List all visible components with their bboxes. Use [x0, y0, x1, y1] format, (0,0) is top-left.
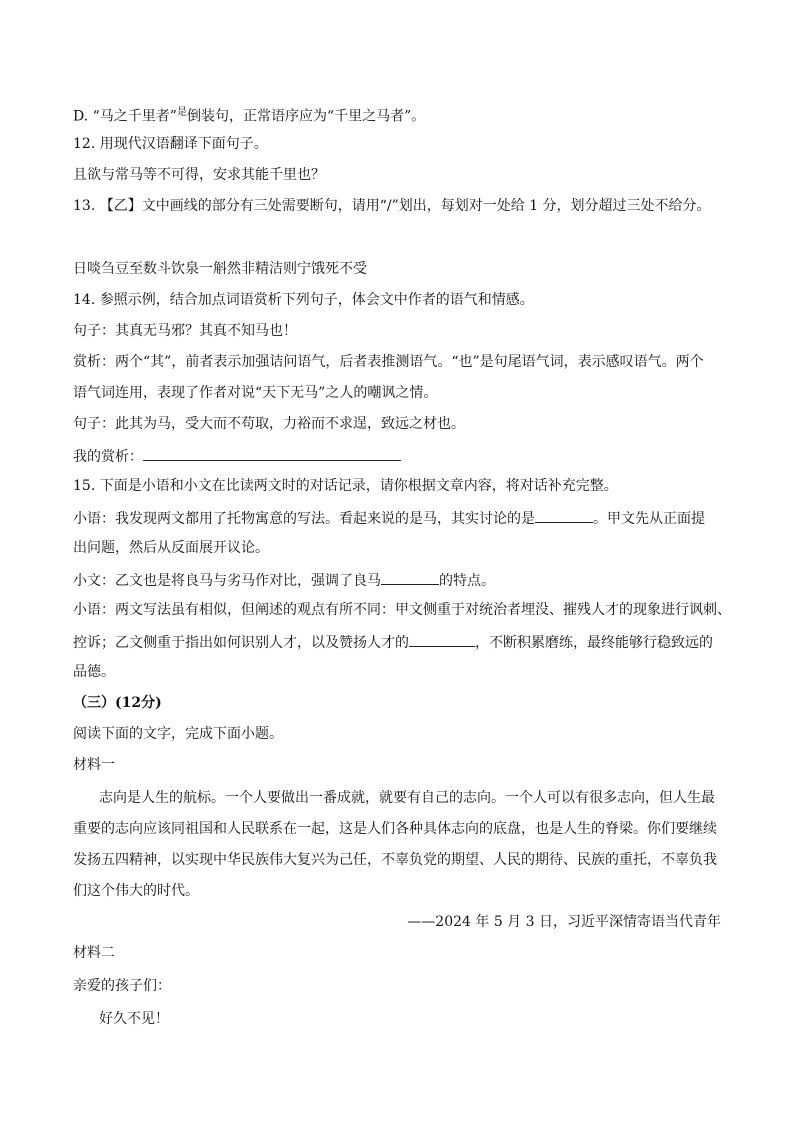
example-analysis-1: 赏析：两个“其”，前者表示加强诘问语气，后者表推测语气。“也”是句尾语气词，表示感叹语气。两个: [73, 354, 704, 370]
material-2-title: 材料二: [73, 945, 115, 961]
material-1-title: 材料一: [73, 757, 115, 773]
option-d-text: D. “马之千里者”: [73, 108, 177, 125]
material-1-source: ——2024 年 5 月 3 日，习近平深情寄语当代青年: [407, 914, 721, 930]
dialogue-2-part-b: 的特点。: [439, 573, 495, 589]
dialogue-3-cont: [73, 632, 713, 650]
blank-3[interactable]: [409, 632, 475, 647]
material-1-para-line-1: 志向是人生的航标。一个人要做出一番成就，就要有自己的志向。一个人可以有很多志向，但人生最: [99, 790, 715, 806]
dialogue-1-part-a: 小语：我发现两文都用了托物寓意的写法。看起来说的是马，其实讨论的是: [73, 511, 535, 527]
blank-2[interactable]: [381, 570, 439, 585]
dialogue-2: [73, 570, 495, 588]
section-heading: （三）(12分): [73, 695, 162, 711]
example-sentence: 句子：其真无马邪？其真不知马也！: [73, 323, 297, 339]
option-d-line: [73, 104, 426, 125]
dialogue-3-end: 品德。: [73, 664, 115, 680]
dialogue-3-part-b: ，不断积累磨练，最终能够行稳致远的: [475, 635, 713, 651]
dialogue-3: 小语：两文写法虽有相似，但阐述的观点有所不同：甲文侧重于对统治者埋没、摧残人才的现象进行讽刺、: [73, 602, 731, 618]
blank-1[interactable]: [535, 508, 593, 523]
example-analysis-2: 语气词连用，表现了作者对说“天下无马”之人的嘲讽之情。: [73, 385, 438, 401]
my-analysis-blank[interactable]: [143, 446, 401, 461]
option-d-tail: 倒装句，正常语序应为“千里之马者”。: [186, 108, 426, 125]
target-sentence: 句子：此其为马，受大而不苟取，力裕而不求逞，致远之材也。: [73, 416, 465, 432]
question-14: 14. 参照示例，结合加点词语赏析下列句子，体会文中作者的语气和情感。: [73, 292, 534, 308]
letter-greeting: 亲爱的孩子们：: [73, 978, 171, 994]
dialogue-1: [73, 508, 705, 526]
section-instruction: 阅读下面的文字，完成下面小题。: [73, 726, 283, 742]
dialogue-1-part-b: 。甲文先从正面提: [593, 511, 705, 527]
letter-opening: 好久不见！: [99, 1011, 169, 1027]
question-13-sentence: 日啖刍豆至数斗饮泉一斛然非精洁则宁饿死不受: [73, 261, 367, 277]
material-1-para-line-4: 们这个伟大的时代。: [73, 883, 199, 899]
question-12: 12. 用现代汉语翻译下面句子。: [73, 136, 268, 152]
option-d-superscript: 是: [176, 107, 187, 118]
my-analysis-line: [73, 446, 401, 464]
dialogue-1-cont: 出问题，然后从反面展开议论。: [73, 540, 269, 556]
question-12-sentence: 且欲与常马等不可得，安求其能千里也？: [73, 167, 325, 183]
question-15: 15. 下面是小语和小文在比读两文时的对话记录，请你根据文章内容，将对话补充完整。: [73, 478, 618, 494]
material-1-para-line-3: 发扬五四精神，以实现中华民族伟大复兴为己任，不辜负党的期望、人民的期待、民族的重托，不辜负我: [73, 852, 717, 868]
question-13: 13. 【乙】文中画线的部分有三处需要断句，请用“/”划出，每划对一处给 1 分，划分超过三处不给分。: [73, 198, 711, 214]
dialogue-3-part-a: 控诉；乙文侧重于指出如何识别人才，以及赞扬人才的: [73, 635, 409, 651]
dialogue-2-part-a: 小文：乙文也是将良马与劣马作对比，强调了良马: [73, 573, 381, 589]
material-1-para-line-2: 重要的志向应该同祖国和人民联系在一起，这是人们各种具体志向的底盘，也是人生的脊梁。你们要继续: [73, 821, 717, 837]
my-analysis-label: 我的赏析：: [73, 449, 143, 465]
